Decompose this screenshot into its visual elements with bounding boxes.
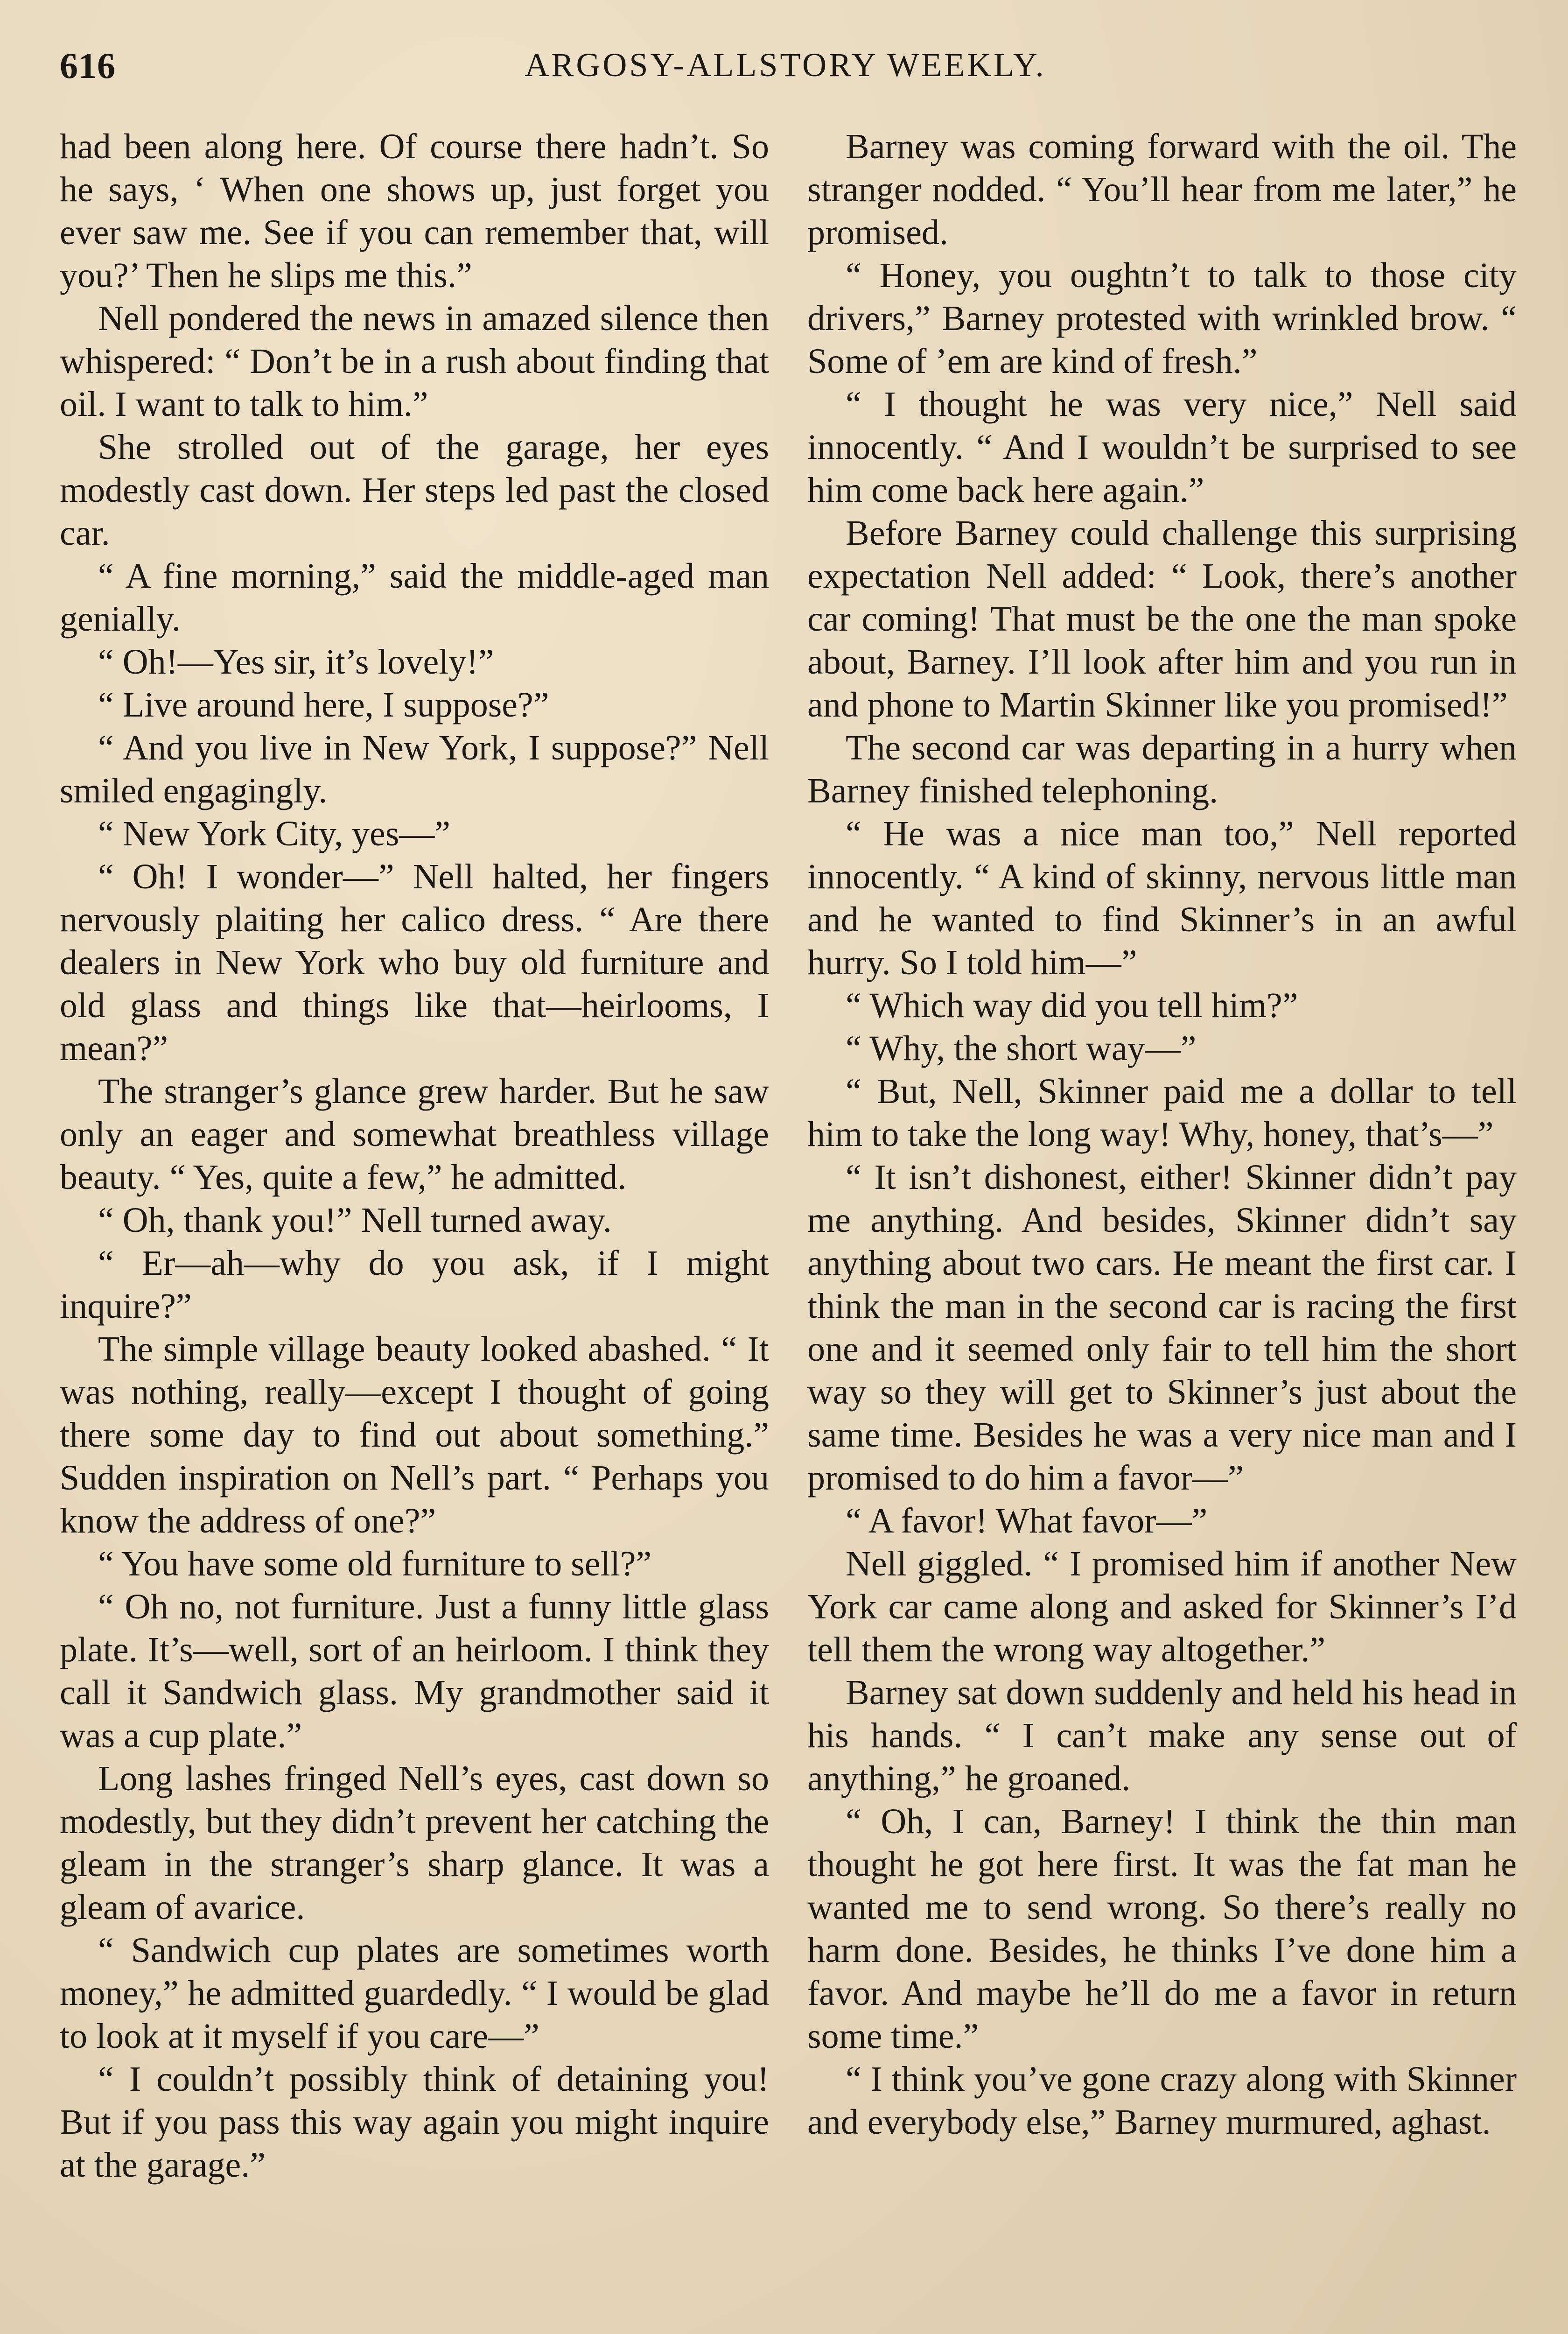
paragraph: had been along here. Of course there hadn’t. So he says, ‘ When one shows up, just forget you ever saw me. See if you can remember that, will you?’ Then he slips me this.” xyxy=(60,127,769,295)
paragraph: Long lashes fringed Nell’s eyes, cast down so modestly, but they didn’t prevent her catching the gleam in the stranger’s sharp glance. It was a gleam of avarice. xyxy=(60,1759,769,1927)
paragraph: The second car was departing in a hurry when Barney finished telephoning. xyxy=(807,728,1517,810)
paragraph: “ Live around here, I suppose?” xyxy=(98,685,549,724)
paragraph: “ A favor! What favor—” xyxy=(846,1501,1208,1540)
paragraph: “ And you live in New York, I suppose?” Nell smiled engagingly. xyxy=(60,728,769,810)
paragraph: “ I couldn’t possibly think of detaining you! But if you pass this way again you might inquire at the garage.” xyxy=(60,2060,769,2185)
paragraph: The stranger’s glance grew harder. But he saw only an eager and somewhat breathless village beauty. “ Yes, quite a few,” he admitted. xyxy=(60,1072,769,1197)
paragraph: “ I think you’ve gone crazy along with Skinner and everybody else,” Barney murmured, aghast. xyxy=(807,2060,1517,2142)
paragraph: “ Why, the short way—” xyxy=(846,1029,1197,1068)
paragraph: “ Sandwich cup plates are sometimes worth money,” he admitted guardedly. “ I would be glad to look at it myself if you care—” xyxy=(60,1931,769,2056)
paragraph: “ Honey, you oughtn’t to talk to those city drivers,” Barney protested with wrinkled brow. “ Some of ’em are kind of fresh.” xyxy=(807,256,1517,381)
paragraph: “ I thought he was very nice,” Nell said innocently. “ And I wouldn’t be surprised to see him come back here again.” xyxy=(807,385,1517,510)
paragraph: “ You have some old furniture to sell?” xyxy=(98,1544,652,1583)
right-text-column xyxy=(807,125,1517,2144)
paragraph: “ Oh no, not furniture. Just a funny little glass plate. It’s—well, sort of an heirloom. I think they call it Sandwich glass. My grandmother said it was a cup plate.” xyxy=(60,1587,769,1755)
paragraph: “ Which way did you tell him?” xyxy=(846,986,1298,1025)
paragraph: Nell giggled. “ I promised him if another New York car came along and asked for Skinner’s I’d tell them the wrong way altogether.” xyxy=(807,1544,1517,1669)
paragraph: The simple village beauty looked abashed. “ It was nothing, really—except I thought of going there some day to find out about something.” Sudden inspiration on Nell’s part. “ Perhaps you know the address of one?” xyxy=(60,1329,769,1540)
paragraph: “ Oh!—Yes sir, it’s lovely!” xyxy=(98,642,494,682)
paragraph: “ Oh, I can, Barney! I think the thin man thought he got here first. It was the fat man he wanted me to send wrong. So there’s really no harm done. Besides, he thinks I’ve done him a favor. And maybe he’ll do me a favor in return some time.” xyxy=(807,1802,1517,2056)
paragraph: “ It isn’t dishonest, either! Skinner didn’t pay me anything. And besides, Skinner didn’t say anything about two cars. He meant the first car. I think the man in the second car is racing the first one and it seemed only fair to tell him the short way so they will get to Skinner’s just about the same time. Besides he was a very nice man and I promised to do him a favor—” xyxy=(807,1158,1517,1497)
paragraph: “ He was a nice man too,” Nell reported innocently. “ A kind of skinny, nervous little man and he wanted to find Skinner’s in an awful hurry. So I told him—” xyxy=(807,814,1517,982)
page-header xyxy=(60,45,1511,96)
paragraph: “ Er—ah—why do you ask, if I might inquire?” xyxy=(60,1244,769,1326)
paragraph: Nell pondered the news in amazed silence then whispered: “ Don’t be in a rush about finding that oil. I want to talk to him.” xyxy=(60,299,769,424)
paragraph: “ Oh, thank you!” Nell turned away. xyxy=(98,1201,612,1240)
page-number: 616 xyxy=(60,45,116,86)
paragraph: “ A fine morning,” said the middle-aged man genially. xyxy=(60,556,769,639)
paragraph: “ Oh! I wonder—” Nell halted, her fingers nervously plaiting her calico dress. “ Are there dealers in New York who buy old furniture and old glass and things like that—heirlooms, I mean?” xyxy=(60,857,769,1068)
paragraph: Before Barney could challenge this surprising expectation Nell added: “ Look, there’s another car coming! That must be the one the man spoke about, Barney. I’ll look after him and you run in and phone to Martin Skinner like you promised!” xyxy=(807,513,1517,724)
running-title: ARGOSY-ALLSTORY WEEKLY. xyxy=(525,46,1046,84)
left-text-column xyxy=(60,125,769,2186)
paragraph: Barney sat down suddenly and held his head in his hands. “ I can’t make any sense out of anything,” he groaned. xyxy=(807,1673,1517,1798)
paragraph: She strolled out of the garage, her eyes modestly cast down. Her steps led past the closed car. xyxy=(60,428,769,553)
paragraph: Barney was coming forward with the oil. The stranger nodded. “ You’ll hear from me later,” he promised. xyxy=(807,127,1517,252)
paragraph: “ But, Nell, Skinner paid me a dollar to tell him to take the long way! Why, honey, that’s—” xyxy=(807,1072,1517,1154)
paragraph: “ New York City, yes—” xyxy=(98,814,451,853)
